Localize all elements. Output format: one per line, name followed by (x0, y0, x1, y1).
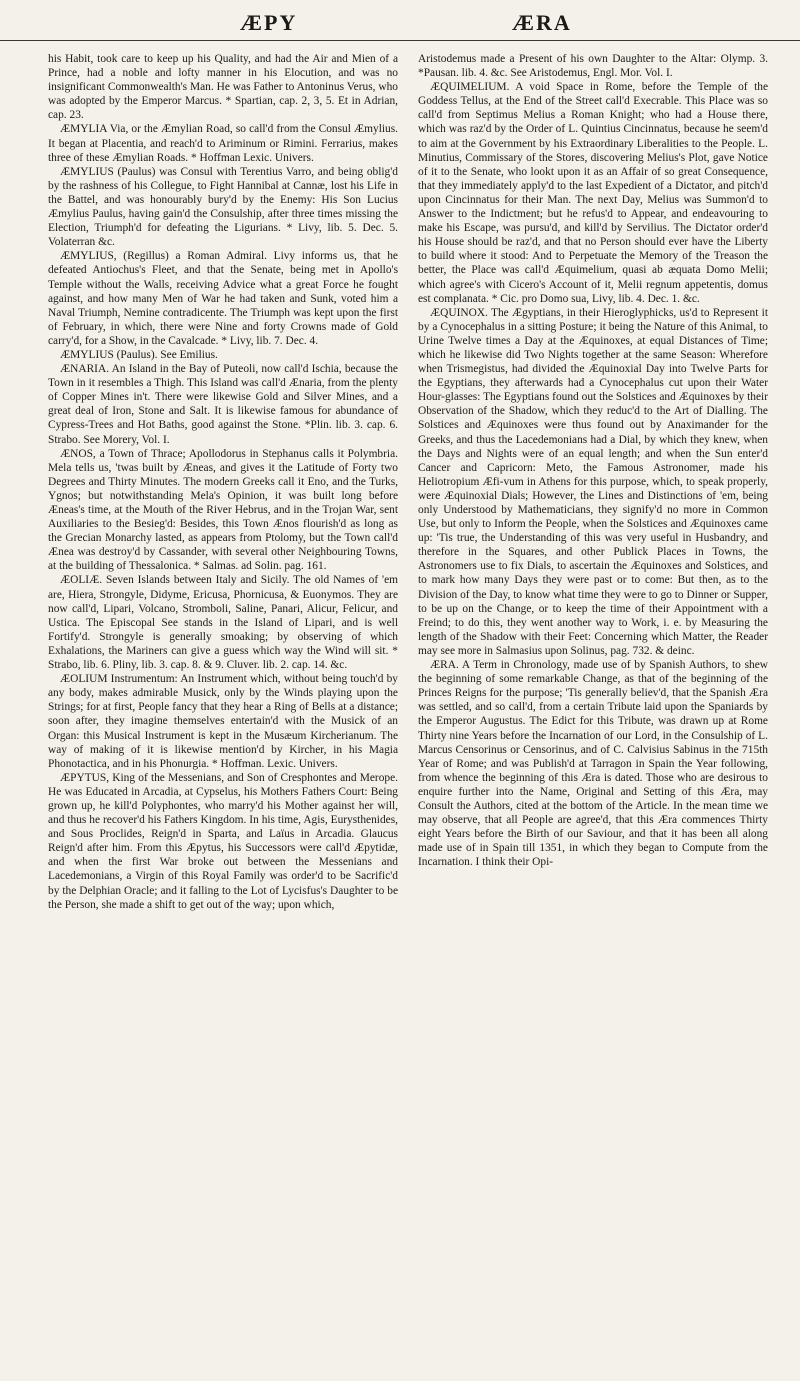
entry-aeolium: ÆOLIUM Instrumentum: An Instrument which, without being touch'd by any body, makes admirable Musick, only by the Winds playing upon the Strings; for at first, People fancy that they hear a Ring of Bells at a distance; soon after, they imagine themselves entertain'd with the Musick of an Organ: this Musical Instrument is kept in the Musæum Kircherianum. The way of making of it is likewise mention'd by Kircher, in his Magia Phonotactica, and in his Phonurgia. * Hoffman. Lexic. Univers. (48, 673, 398, 770)
right-column (418, 52, 768, 869)
entry-aequimelium: ÆQUIMELIUM. A void Space in Rome, before the Temple of the Goddess Tellus, at the End of the Street call'd Execrable. This Place was so call'd from Septimus Melius a Roman Knight; who had a House there, which was raz'd by the Order of L. Quintius Cincinnatus, because he seem'd to aim at the Government by his Extraordinary Liberalities to the People. L. Minutius, Commissary of the Stores, discovering Melius's Plot, gave Notice of it to the Senate, who lookt upon it as an Affair of so great Consequence, that they immediately apply'd to the last Expedient of a Dictator, and pitch'd upon Cincinnatus for their Man. The next Day, Melius was Summon'd to Answer to the Indictment; but he refus'd to Appear, and endeavouring to make his Escape, was pursu'd, and kill'd by Servilius. The Dictator order'd his House should be raz'd, and that no Person should ever have the Liberty to build where it stood: And to Perpetuate the Memory of the Treason the better, the Place was call'd Æquimelium, quasi ab æquata Domo Melii; which agree's with Cicero's Account of it, Melii regnum appetentis, domus est complanata. * Cic. pro Domo sua, Livy, lib. 4. Dec. 1. &c. (418, 81, 768, 305)
running-head-right: ÆRA (512, 10, 572, 35)
entry-aemylia-via: ÆMYLIA Via, or the Æmylian Road, so call'd from the Consul Æmylius. It began at Placentia, and reach'd to Ariminum or Rimini. Ferrarius, makes three of these Æmylian Roads. * Hoffman Lexic. Univers. (48, 123, 398, 164)
entry-continuation-habit: his Habit, took care to keep up his Quality, and had the Air and Mien of a Prince, had a noble and lofty manner in his Elocution, and was no insignificant Commonwealth's Man. He was Father to Antoninus Verus, who was adopted by the Emperor Marcus. * Spartian, cap. 2, 3, 5. Et in Adrian, cap. 23. (48, 53, 398, 122)
entry-aera: ÆRA. A Term in Chronology, made use of by Spanish Authors, to shew the beginning of some remarkable Change, as that of the beginning of the Princes Reigns for the purpose; 'Tis generally believ'd, that the Spanish Æra was settled, and so call'd, from a certain Tribute laid upon the Spaniards by the Emperor Augustus. The Edict for this Tribute, was drawn up at Rome Thirty nine Years before the Incarnation of our Lord, in the Consulship of L. Marcus Censorinus or Censorinus, and of C. Calvisius Sabinus in the 715th Year of Rome; and was Publish'd at Tarragon in Spain the Year following, from whence the beginning of this Æra is dated. Those who are desirous to enquire further into the Name, Original and Setting of this Æra, may Consult the Authors, cited at the bottom of the Article. In the mean time we may observe, that all People are agree'd, that this Æra commences Thirty eight Years before the Birth of our Saviour, and that it has been all along made use of in Spain till 1351, in which they began to Compute from the Incarnation. I think their Opi- (418, 659, 768, 869)
entry-aequinox: ÆQUINOX. The Ægyptians, in their Hieroglyphicks, us'd to Represent it by a Cynocephalus in a sitting Posture; it being the Nature of this Animal, to Urine Twelve times a Day at the Æquinoxes, at equal Distances of Time; which he likewise did Two Nights together at the same Season: Wherefore when Trismegistus, had divided the Æquinoxial Day into Twelve Parts for the Egyptians, they afterwards had a Cynocephalus cut upon their Water Hour-glasses: The Egyptians found out the Solstices and Æquinoxes by their Observation of the Shadow, which they reduc'd to the Art of Dialling. The Solstices and Æquinoxes were thus found out by Anaximander for the Greeks, and thus the Lacedemonians had a Dial, by which they knew, when the Days and Nights were of an equal length; and when the Sun enter'd Cancer and Capricorn: Meto, the Famous Astronomer, made his Heliotropium Æfi-vum in Athens for this purpose, which, to speak properly, were Æquinoxial Dials; However, the Lines and Distinctions of 'em, being only Understood by Mathematicians, they signify'd no more in Common Use, but only to Inform the People, when the Solstices and Æquinoxes came up: 'Tis true, the Understanding of this was very useful in Husbandry, and therefore in the Squares, and other Publick Places in Towns, the Astronomers use to fix Dials, to ascertain the Æquinoxes and Solstices, and to mark how many Days they were past or to come: But then, as to the Division of the Day, to know what time they were to go to Dinner or Supper, to be up on the Change, or to keep the time of their Appointment with a Freind; to do this, they went another way to Work, i. e. by Measuring the length of the Shadow with their Feet: Concerning which Matter, the Reader may see more in Salmasius upon Solinus, pag. 732. & deinc. (418, 306, 768, 657)
entry-continuation-aristodemus: Aristodemus made a Present of his own Daughter to the Altar: Olymp. 3. *Pausan. lib. 4. &c. See Aristodemus, Engl. Mor. Vol. I. (418, 53, 768, 80)
entry-aepytus: ÆPYTUS, King of the Messenians, and Son of Cresphontes and Merope. He was Educated in Arcadia, at Cypselus, his Mothers Fathers Court: Being grown up, he kill'd Polyphontes, who marry'd his Mother against her will, and thus he recover'd his Fathers Kingdom. In his time, Agis, Eurysthenides, and Sous Proclides, Reign'd in Sparta, and Laïus in Arcadia. Glaucus Reign'd after him. From this Æpytus, his Successors were call'd Æpytidæ, and when the first War broke out between the Messenians and Lacedemonians, a Virgin of this Royal Family was order'd to be Sacrific'd by the Delphian Oracle; and it falling to the Lot of Lycisfus's Daughter to be the Person, she made a shift to get out of the way; upon which, (48, 771, 398, 911)
running-head-left: ÆPY (240, 10, 298, 35)
entry-aemylius-paulus: ÆMYLIUS (Paulus) was Consul with Terentius Varro, and being oblig'd by the rashness of his Collegue, to Fight Hannibal at Cannæ, lost his Life in the Battel, and was honourably bury'd by the Enemy: His Son Lucius Æmylius Paulus, having gain'd the Consulship, after three times missing the Election, Triumph'd for defeating the Ligurians. * Livy, lib. 5. Dec. 5. Volaterran &c. (48, 165, 398, 249)
running-head (0, 0, 800, 41)
left-column (48, 52, 398, 912)
entry-aemylius-paulus-see: ÆMYLIUS (Paulus). See Emilius. (60, 348, 218, 361)
entry-aeoliae: ÆOLIÆ. Seven Islands between Italy and Sicily. The old Names of 'em are, Hiera, Strongyle, Didyme, Ericusa, Phornicusa, & Euonymos. They are now call'd, Lipari, Volcano, Stromboli, Saline, Panari, Alicur, Felicur, and Ustica. The Episcopal See stands in the Island of Lipari, and is well Fortify'd. Strongyle is generally smoaking; by observing of which Exhalations, the Mariners can give a guess which way the Wind will sit. * Strabo, lib. 6. Pliny, lib. 3. cap. 8. & 9. Cluver. lib. 2. cap. 14. &c. (48, 574, 398, 672)
entry-aemylius-regillus: ÆMYLIUS, (Regillus) a Roman Admiral. Livy informs us, that he defeated Antiochus's Fleet, and that the Senate, being met in Apollo's Temple without the Walls, receiving Advice what a great Force he fought against, and how many Men of War he had taken and Sunk, voted him a Naval Triumph, Nemine contradicente. The Triumph was kept upon the first of February, in which, there were Nine and forty Crowns made of Gold carry'd, for a Show, in the Cavalcade. * Livy, lib. 7. Dec. 4. (48, 250, 398, 347)
entry-aenaria: ÆNARIA. An Island in the Bay of Puteoli, now call'd Ischia, because the Town in it resembles a Thigh. This Island was call'd Ænaria, from the plenty of Copper Mines in't. There were likewise Gold and Silver Mines, and a great deal of Iron, Stone and Salt. It is likewise famous for abundance of Cypress-Trees and Hot Baths, good against the Stone. *Plin. lib. 3. cap. 6. Strabo. See Morery, Vol. I. (48, 363, 398, 446)
entry-aenos: ÆNOS, a Town of Thrace; Apollodorus in Stephanus calls it Polymbria. Mela tells us, 'twas built by Æneas, and gives it the Latitude of Forty two Degrees and Thirty Minutes. The modern Greeks call it Eno, and the Turks, Ygnos; but notwithstanding Mela's Opinion, it was built long before Æneas's time, at the Mouth of the River Hebrus, and in the Trojan War, sent Auxiliaries to the Besieg'd: Besides, this Town Ænos flourish'd as long as the Grecian Monarchy lasted, as appears from Ptolomy, but the Town call'd Ænea was destroy'd by Cassander, with several other Neighbouring Towns, at the building of Thessalonica. * Salmas. ad Solin. pag. 161. (48, 447, 398, 573)
column-gutter (405, 52, 406, 1362)
